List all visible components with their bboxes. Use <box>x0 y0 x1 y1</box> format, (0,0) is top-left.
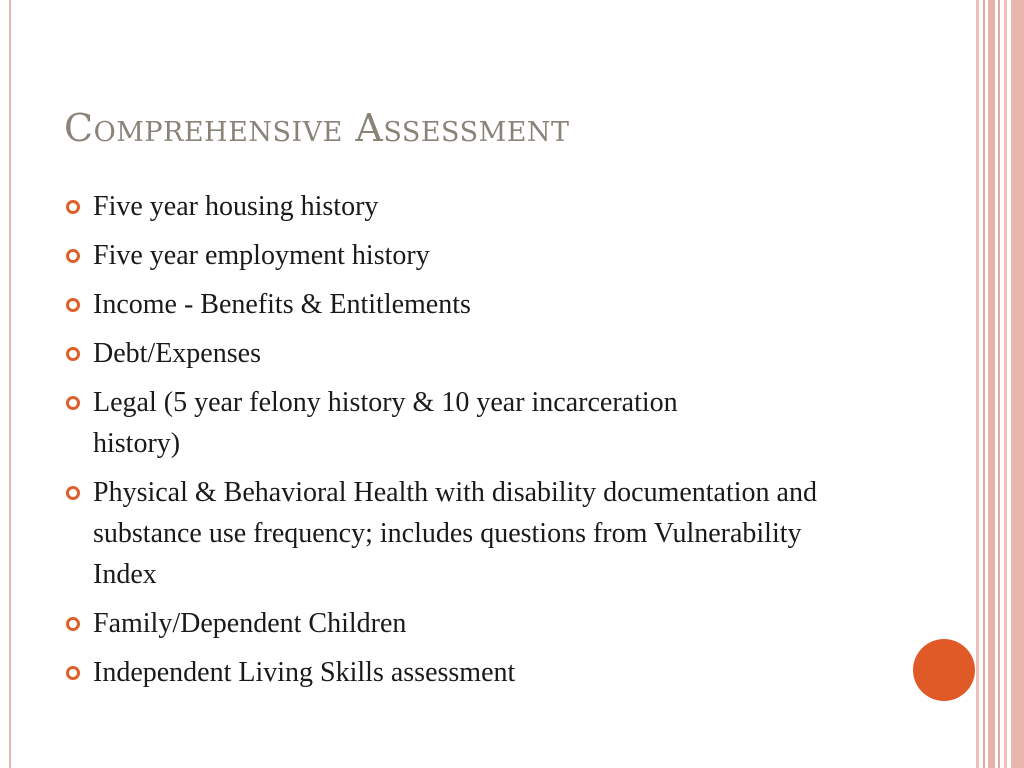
bullet-circle-icon <box>66 396 80 410</box>
bullet-circle-icon <box>66 347 80 361</box>
bullet-item <box>64 284 884 325</box>
bullet-item <box>64 333 884 374</box>
bullet-circle-icon <box>66 666 80 680</box>
left-border-line <box>9 0 11 768</box>
bullet-text: Independent Living Skills assessment <box>93 657 516 688</box>
slide-title: Comprehensive Assessment <box>64 106 570 150</box>
bullet-item <box>64 603 884 644</box>
bullet-text: Debt/Expenses <box>93 338 261 369</box>
bullet-circle-icon <box>66 617 80 631</box>
bullet-item <box>64 652 884 693</box>
bullet-item <box>64 186 884 227</box>
stripe <box>983 0 985 768</box>
bullet-text: Income - Benefits & Entitlements <box>93 289 471 320</box>
bullet-text: Five year housing history <box>93 191 379 222</box>
bullet-item <box>64 382 733 464</box>
right-decorative-stripes <box>976 0 1024 768</box>
stripe <box>998 0 1000 768</box>
bullet-circle-icon <box>66 249 80 263</box>
stripe <box>976 0 979 768</box>
bullet-list <box>64 186 884 701</box>
bullet-text: Family/Dependent Children <box>93 608 407 639</box>
stripe <box>1011 0 1024 768</box>
bullet-circle-icon <box>66 486 80 500</box>
stripe <box>1004 0 1007 768</box>
bullet-circle-icon <box>66 200 80 214</box>
bullet-item <box>64 235 884 276</box>
bullet-circle-icon <box>66 298 80 312</box>
stripe <box>988 0 995 768</box>
bullet-text: Physical & Behavioral Health with disability documentation and substance use frequency; includes questions from Vulnerability Index <box>93 477 817 590</box>
orange-circle-decoration <box>913 639 975 701</box>
bullet-text: Five year employment history <box>93 240 430 271</box>
bullet-text: Legal (5 year felony history & 10 year incarceration history) <box>93 387 678 459</box>
bullet-item <box>64 472 853 595</box>
